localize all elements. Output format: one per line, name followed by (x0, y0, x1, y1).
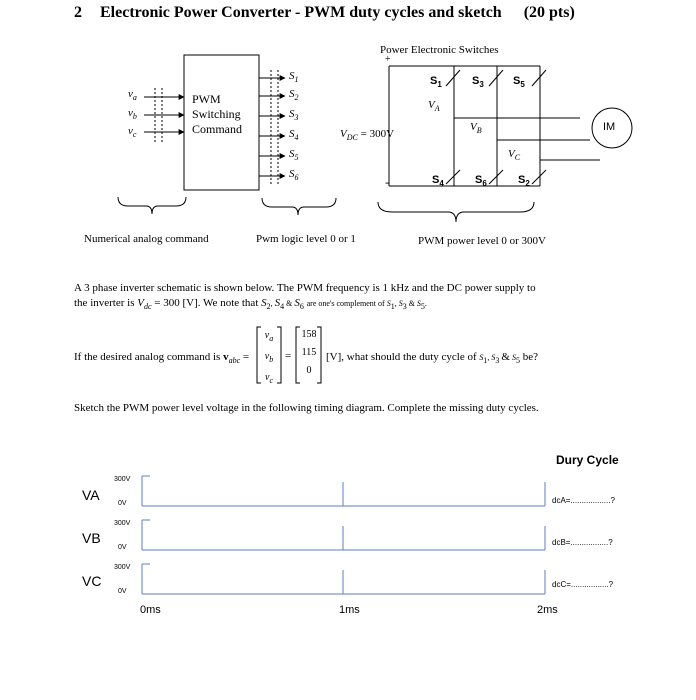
switch-label-s4: $S_4$ (289, 128, 299, 143)
switch-s3: $S_3$ (472, 75, 484, 90)
sketch-instruction: Sketch the PWM power level voltage in the following timing diagram. Complete the missing duty cycles. (74, 402, 539, 414)
switch-arrows (259, 78, 285, 176)
duty-cycle-c[interactable]: dcC=.................? (552, 580, 614, 589)
time-label-2ms: 2ms (537, 604, 558, 616)
time-label-1ms: 1ms (339, 604, 360, 616)
switch-dashes (271, 70, 278, 184)
phase-vb: $V_B$ (470, 121, 482, 136)
problem-points: (20 pts) (523, 4, 575, 21)
input-vb: $v_b$ (128, 107, 137, 122)
svg-text:=: = (285, 350, 292, 362)
braces (118, 197, 534, 222)
problem-title-text: Electronic Power Converter - PWM duty cycles and sketch (100, 4, 502, 21)
duty-cycle-header: Dury Cycle (556, 453, 619, 467)
plus-sign: + (385, 54, 391, 65)
dc-bus (389, 66, 600, 189)
switch-s5: $S_5$ (513, 75, 525, 90)
switch-label-s3: $S_3$ (289, 108, 299, 123)
signal-va-high: 300V (114, 476, 131, 483)
duty-cycle-b[interactable]: dcB=.................? (552, 538, 613, 547)
switch-label-s6: $S_6$ (289, 168, 299, 183)
problem-number: 2 (74, 4, 82, 21)
switch-label-s5: $S_5$ (289, 148, 299, 163)
minus-sign: - (385, 175, 389, 189)
problem-line-1: A 3 phase inverter schematic is shown below. The PWM frequency is 1 kHz and the DC power supply to (74, 282, 536, 294)
vector-symbols: $v_a$ $v_b$ $v_c$ (264, 330, 274, 385)
switch-s4: $S_4$ (432, 174, 444, 189)
motor-label: IM (603, 121, 616, 133)
signal-vb-low: 0V (118, 544, 127, 551)
signal-va-label: VA (82, 487, 100, 503)
signal-vb-high: 300V (114, 520, 131, 527)
switch-s1: $S_1$ (430, 75, 442, 90)
timing-frames (142, 476, 545, 594)
pwm-block-label: PWM Switching Command (192, 92, 242, 136)
signal-vb-label: VB (82, 530, 101, 546)
question-prefix: If the desired analog command is $v_{abc}$ = (74, 351, 250, 366)
vector-values: 158 115 0 (301, 329, 317, 376)
input-va: $v_a$ (128, 88, 137, 103)
phase-va: $V_A$ (428, 99, 440, 114)
caption-analog: Numerical analog command (84, 233, 209, 245)
vdc-label: $V_{DC} = 300V$ (340, 128, 395, 143)
signal-vc-low: 0V (118, 588, 127, 595)
duty-cycle-a[interactable]: dcA=..................? (552, 496, 615, 505)
input-vc: $v_c$ (128, 125, 137, 140)
signal-va-low: 0V (118, 500, 127, 507)
switch-s2: $S_2$ (518, 174, 530, 189)
switch-s6: $S_6$ (475, 174, 487, 189)
signal-vc-label: VC (82, 573, 102, 589)
switch-label-s2: $S_2$ (289, 88, 299, 103)
phase-vc: $V_C$ (508, 148, 521, 163)
power-switches-title: Power Electronic Switches (380, 44, 499, 56)
time-label-0ms: 0ms (140, 604, 161, 616)
caption-logic: Pwm logic level 0 or 1 (256, 233, 356, 245)
signal-vc-high: 300V (114, 564, 131, 571)
switch-label-s1: $S_1$ (289, 70, 299, 85)
problem-line-2: the inverter is $V_{dc} = 300$ [V]. We note that $S_2$, $S_4$ & $S_6$ are one's complement of $S_1$, $S_3$ & $S_5$. (74, 297, 427, 312)
input-arrows (144, 97, 184, 132)
caption-power: PWM power level 0 or 300V (418, 235, 547, 247)
question-suffix: [V], what should the duty cycle of $S_1$, $S_3$ & $S_5$ be? (326, 351, 538, 366)
